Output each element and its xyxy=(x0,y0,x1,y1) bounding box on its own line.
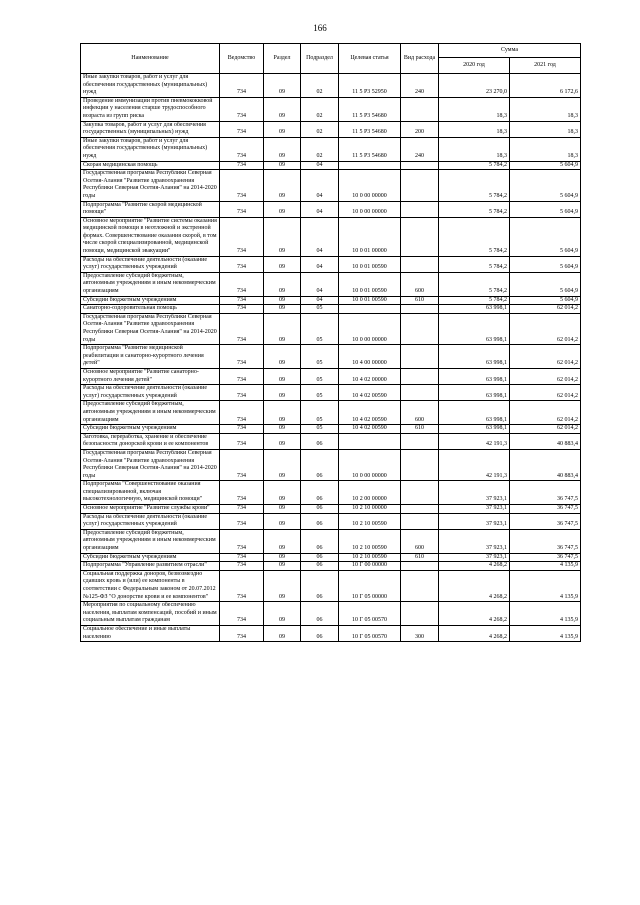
row-section: 09 xyxy=(264,562,301,571)
row-name: Субсидии бюджетным учреждениям xyxy=(81,425,220,434)
header-year-2020: 2020 год xyxy=(439,58,510,74)
header-year-2021: 2021 год xyxy=(510,58,581,74)
budget-table xyxy=(80,43,581,642)
row-sum-2020: 63 998,1 xyxy=(439,345,510,369)
row-dept: 734 xyxy=(220,137,264,161)
row-subsection: 04 xyxy=(301,272,339,296)
row-name: Мероприятия по социальному обеспечению населения, выплатам компенсаций, пособий и иным социальным выплатам гражданам xyxy=(81,602,220,626)
row-subsection: 05 xyxy=(301,345,339,369)
row-sum-2020: 5 784,2 xyxy=(439,217,510,256)
table-row xyxy=(81,505,581,514)
row-dept: 734 xyxy=(220,272,264,296)
row-sum-2021: 62 014,2 xyxy=(510,345,581,369)
table-row xyxy=(81,296,581,305)
row-sum-2021: 5 604,9 xyxy=(510,161,581,170)
row-target: 10 Г 05 00570 xyxy=(339,625,401,641)
table-row xyxy=(81,74,581,98)
row-target: 11 5 P3 54680 xyxy=(339,97,401,121)
row-expense-type xyxy=(401,481,439,505)
row-expense-type xyxy=(401,570,439,601)
row-dept: 734 xyxy=(220,296,264,305)
row-name: Иные закупки товаров, работ и услуг для обеспечения государственных (муниципальных) нужд xyxy=(81,74,220,98)
row-expense-type: 610 xyxy=(401,553,439,562)
row-sum-2021: 62 014,2 xyxy=(510,425,581,434)
row-subsection: 06 xyxy=(301,553,339,562)
row-target: 10 4 00 00000 xyxy=(339,345,401,369)
row-section: 09 xyxy=(264,201,301,217)
row-dept: 734 xyxy=(220,345,264,369)
row-section: 09 xyxy=(264,513,301,529)
table-row xyxy=(81,433,581,449)
row-target: 10 0 00 00000 xyxy=(339,313,401,344)
row-sum-2020: 4 268,2 xyxy=(439,562,510,571)
row-dept: 734 xyxy=(220,425,264,434)
row-sum-2021: 5 604,9 xyxy=(510,272,581,296)
row-expense-type: 600 xyxy=(401,529,439,553)
row-sum-2020: 63 998,1 xyxy=(439,385,510,401)
header-target: Целевая статья xyxy=(339,44,401,74)
row-section: 09 xyxy=(264,433,301,449)
row-sum-2020: 4 268,2 xyxy=(439,570,510,601)
row-subsection: 04 xyxy=(301,161,339,170)
row-dept: 734 xyxy=(220,121,264,137)
row-dept: 734 xyxy=(220,74,264,98)
row-name: Государственная программа Республики Северная Осетия-Алания "Развитие здравоохранения Республики Северная Осетия-Алания" на 2014-2020 годы xyxy=(81,449,220,480)
row-section: 09 xyxy=(264,170,301,201)
row-target: 10 2 10 00590 xyxy=(339,513,401,529)
row-subsection: 05 xyxy=(301,385,339,401)
row-subsection: 06 xyxy=(301,505,339,514)
row-target: 10 2 10 00590 xyxy=(339,553,401,562)
row-target xyxy=(339,305,401,314)
row-name: Подпрограмма "Совершенствование оказания специализированной, включая высокотехнологичную, медицинской помощи" xyxy=(81,481,220,505)
row-sum-2021: 62 014,2 xyxy=(510,305,581,314)
row-sum-2020: 5 784,2 xyxy=(439,201,510,217)
row-expense-type xyxy=(401,313,439,344)
row-subsection: 06 xyxy=(301,562,339,571)
row-sum-2020: 63 998,1 xyxy=(439,368,510,384)
row-sum-2020: 18,3 xyxy=(439,137,510,161)
table-row xyxy=(81,161,581,170)
row-expense-type xyxy=(401,433,439,449)
table-row xyxy=(81,553,581,562)
row-sum-2020: 42 191,3 xyxy=(439,449,510,480)
table-row xyxy=(81,513,581,529)
row-section: 09 xyxy=(264,217,301,256)
row-subsection: 05 xyxy=(301,305,339,314)
row-expense-type xyxy=(401,562,439,571)
row-dept: 734 xyxy=(220,529,264,553)
row-expense-type xyxy=(401,505,439,514)
row-section: 09 xyxy=(264,256,301,272)
row-name: Социальное обеспечение и иные выплаты населению xyxy=(81,625,220,641)
row-dept: 734 xyxy=(220,256,264,272)
row-sum-2021: 5 604,9 xyxy=(510,217,581,256)
row-expense-type: 300 xyxy=(401,625,439,641)
table-row xyxy=(81,345,581,369)
row-sum-2020: 37 923,1 xyxy=(439,481,510,505)
row-sum-2020: 42 191,3 xyxy=(439,433,510,449)
row-sum-2021: 36 747,5 xyxy=(510,481,581,505)
row-sum-2021: 5 604,9 xyxy=(510,170,581,201)
row-expense-type xyxy=(401,345,439,369)
row-sum-2020: 37 923,1 xyxy=(439,513,510,529)
row-target: 11 5 P3 54680 xyxy=(339,121,401,137)
table-body xyxy=(81,74,581,642)
row-subsection: 05 xyxy=(301,313,339,344)
row-name: Государственная программа Республики Северная Осетия-Алания "Развитие здравоохранения Республики Северная Осетия-Алания" на 2014-2020 годы xyxy=(81,170,220,201)
row-section: 09 xyxy=(264,401,301,425)
row-expense-type xyxy=(401,256,439,272)
row-sum-2021: 62 014,2 xyxy=(510,313,581,344)
row-sum-2020: 63 998,1 xyxy=(439,401,510,425)
row-sum-2020: 18,3 xyxy=(439,97,510,121)
row-target: 11 5 P3 52950 xyxy=(339,74,401,98)
row-section: 09 xyxy=(264,602,301,626)
header-dept: Ведомство xyxy=(220,44,264,74)
header-sum: Сумма xyxy=(439,44,581,58)
row-subsection: 06 xyxy=(301,433,339,449)
row-sum-2021: 5 604,9 xyxy=(510,256,581,272)
row-section: 09 xyxy=(264,74,301,98)
row-target: 10 4 02 00590 xyxy=(339,401,401,425)
row-target: 10 Г 05 00000 xyxy=(339,570,401,601)
row-sum-2021: 18,3 xyxy=(510,97,581,121)
row-subsection: 06 xyxy=(301,529,339,553)
row-subsection: 06 xyxy=(301,513,339,529)
table-row xyxy=(81,313,581,344)
row-dept: 734 xyxy=(220,97,264,121)
row-name: Закупка товаров, работ и услуг для обеспечения государственных (муниципальных) нужд xyxy=(81,121,220,137)
row-dept: 734 xyxy=(220,385,264,401)
row-subsection: 06 xyxy=(301,602,339,626)
row-dept: 734 xyxy=(220,161,264,170)
row-expense-type: 240 xyxy=(401,137,439,161)
row-sum-2021: 18,3 xyxy=(510,121,581,137)
row-sum-2020: 5 784,2 xyxy=(439,170,510,201)
header-subsection: Подраздел xyxy=(301,44,339,74)
row-sum-2020: 37 923,1 xyxy=(439,553,510,562)
row-name: Социальная поддержка доноров, безвозмездно сдавших кровь и (или) ее компоненты в соответствии с Федеральным законом от 20.07.2012 №125-ФЗ "О донорстве крови и ее компонентов" xyxy=(81,570,220,601)
row-sum-2020: 5 784,2 xyxy=(439,161,510,170)
table-row xyxy=(81,562,581,571)
row-sum-2020: 63 998,1 xyxy=(439,425,510,434)
row-dept: 734 xyxy=(220,449,264,480)
row-dept: 734 xyxy=(220,433,264,449)
row-section: 09 xyxy=(264,553,301,562)
row-name: Расходы на обеспечение деятельности (оказание услуг) государственных учреждений xyxy=(81,256,220,272)
row-name: Субсидии бюджетным учреждениям xyxy=(81,553,220,562)
row-target: 10 0 00 00000 xyxy=(339,201,401,217)
row-expense-type: 200 xyxy=(401,121,439,137)
table-row xyxy=(81,137,581,161)
row-name: Субсидии бюджетным учреждениям xyxy=(81,296,220,305)
page-number: 166 xyxy=(313,23,327,33)
table-row xyxy=(81,170,581,201)
table-row xyxy=(81,217,581,256)
header-expense-type: Вид расхода xyxy=(401,44,439,74)
table-row xyxy=(81,121,581,137)
row-target: 10 0 01 00590 xyxy=(339,256,401,272)
row-subsection: 05 xyxy=(301,425,339,434)
row-name: Предоставление субсидий бюджетным, автономным учреждениям и иным некоммерческим организациям xyxy=(81,272,220,296)
row-expense-type xyxy=(401,217,439,256)
row-target: 10 Г 05 00570 xyxy=(339,602,401,626)
row-target: 10 4 02 00000 xyxy=(339,368,401,384)
row-expense-type xyxy=(401,385,439,401)
row-sum-2021: 4 135,9 xyxy=(510,625,581,641)
row-dept: 734 xyxy=(220,217,264,256)
row-dept: 734 xyxy=(220,170,264,201)
row-sum-2021: 36 747,5 xyxy=(510,529,581,553)
row-target: 10 2 00 00000 xyxy=(339,481,401,505)
row-section: 09 xyxy=(264,121,301,137)
row-subsection: 04 xyxy=(301,201,339,217)
row-sum-2021: 62 014,2 xyxy=(510,401,581,425)
row-name: Предоставление субсидий бюджетным, автономным учреждениям и иным некоммерческим организациям xyxy=(81,401,220,425)
row-section: 09 xyxy=(264,305,301,314)
row-expense-type xyxy=(401,170,439,201)
row-dept: 734 xyxy=(220,313,264,344)
row-name: Расходы на обеспечение деятельности (оказание услуг) государственных учреждений xyxy=(81,513,220,529)
row-sum-2021: 4 135,9 xyxy=(510,602,581,626)
row-name: Основное мероприятие "Развитие системы оказания медицинской помощи в неотложной и экстренной формах. Совершенствование оказания скорой, в том числе скорой специализированной, медицинской помощи, медицинской эвакуации" xyxy=(81,217,220,256)
row-sum-2020: 18,3 xyxy=(439,121,510,137)
row-name: Предоставление субсидий бюджетным, автономным учреждениям и иным некоммерческим организациям xyxy=(81,529,220,553)
row-sum-2021: 40 883,4 xyxy=(510,433,581,449)
row-expense-type: 600 xyxy=(401,401,439,425)
row-dept: 734 xyxy=(220,562,264,571)
row-dept: 734 xyxy=(220,625,264,641)
row-subsection: 05 xyxy=(301,368,339,384)
row-sum-2020: 37 923,1 xyxy=(439,505,510,514)
row-expense-type: 610 xyxy=(401,425,439,434)
table-row xyxy=(81,272,581,296)
row-target: 10 0 00 00000 xyxy=(339,170,401,201)
row-section: 09 xyxy=(264,368,301,384)
row-target xyxy=(339,433,401,449)
row-sum-2021: 40 883,4 xyxy=(510,449,581,480)
row-subsection: 02 xyxy=(301,97,339,121)
row-sum-2021: 62 014,2 xyxy=(510,368,581,384)
row-sum-2021: 5 604,9 xyxy=(510,296,581,305)
table-row xyxy=(81,368,581,384)
row-section: 09 xyxy=(264,313,301,344)
row-target: 11 5 P3 54680 xyxy=(339,137,401,161)
row-subsection: 05 xyxy=(301,401,339,425)
row-section: 09 xyxy=(264,625,301,641)
row-sum-2021: 6 172,6 xyxy=(510,74,581,98)
row-expense-type xyxy=(401,305,439,314)
row-section: 09 xyxy=(264,272,301,296)
row-name: Подпрограмма "Развитие медицинской реабилитации и санаторно-курортного лечения детей" xyxy=(81,345,220,369)
row-target: 10 0 01 00000 xyxy=(339,217,401,256)
row-section: 09 xyxy=(264,161,301,170)
row-name: Подпрограмма "Развитие скорой медицинской помощи" xyxy=(81,201,220,217)
row-sum-2020: 63 998,1 xyxy=(439,305,510,314)
row-target: 10 0 01 00590 xyxy=(339,296,401,305)
table-row xyxy=(81,481,581,505)
table-row xyxy=(81,401,581,425)
row-dept: 734 xyxy=(220,401,264,425)
table-row xyxy=(81,449,581,480)
row-section: 09 xyxy=(264,296,301,305)
row-dept: 734 xyxy=(220,305,264,314)
table-row xyxy=(81,529,581,553)
row-expense-type xyxy=(401,449,439,480)
row-target xyxy=(339,161,401,170)
row-name: Санаторно-оздоровительная помощь xyxy=(81,305,220,314)
row-section: 09 xyxy=(264,505,301,514)
row-dept: 734 xyxy=(220,481,264,505)
row-name: Проведение иммунизации против пневмококковой инфекции у населения старше трудоспособного возраста из групп риска xyxy=(81,97,220,121)
table-row xyxy=(81,602,581,626)
row-sum-2021: 18,3 xyxy=(510,137,581,161)
row-name: Заготовка, переработка, хранение и обеспечение безопасности донорской крови и ее компонентов xyxy=(81,433,220,449)
row-sum-2021: 5 604,9 xyxy=(510,201,581,217)
row-subsection: 02 xyxy=(301,137,339,161)
table-row xyxy=(81,385,581,401)
table-row xyxy=(81,305,581,314)
row-dept: 734 xyxy=(220,602,264,626)
row-section: 09 xyxy=(264,97,301,121)
row-name: Государственная программа Республики Северная Осетия-Алания "Развитие здравоохранения Республики Северная Осетия-Алания" на 2014-2020 годы xyxy=(81,313,220,344)
row-dept: 734 xyxy=(220,513,264,529)
row-dept: 734 xyxy=(220,368,264,384)
row-target: 10 2 10 00590 xyxy=(339,529,401,553)
row-target: 10 0 01 00590 xyxy=(339,272,401,296)
row-sum-2021: 62 014,2 xyxy=(510,385,581,401)
row-subsection: 02 xyxy=(301,74,339,98)
row-expense-type: 240 xyxy=(401,74,439,98)
row-sum-2020: 23 270,0 xyxy=(439,74,510,98)
row-sum-2020: 4 268,2 xyxy=(439,602,510,626)
row-section: 09 xyxy=(264,481,301,505)
row-section: 09 xyxy=(264,137,301,161)
row-subsection: 04 xyxy=(301,170,339,201)
table-row xyxy=(81,201,581,217)
table-row xyxy=(81,97,581,121)
row-sum-2021: 36 747,5 xyxy=(510,505,581,514)
table-row xyxy=(81,570,581,601)
row-section: 09 xyxy=(264,529,301,553)
row-sum-2021: 36 747,5 xyxy=(510,513,581,529)
table-row xyxy=(81,256,581,272)
header-section: Раздел xyxy=(264,44,301,74)
row-section: 09 xyxy=(264,345,301,369)
row-sum-2020: 63 998,1 xyxy=(439,313,510,344)
row-subsection: 06 xyxy=(301,481,339,505)
row-dept: 734 xyxy=(220,201,264,217)
row-sum-2021: 4 135,9 xyxy=(510,562,581,571)
row-section: 09 xyxy=(264,385,301,401)
row-expense-type: 610 xyxy=(401,296,439,305)
row-expense-type xyxy=(401,201,439,217)
row-subsection: 04 xyxy=(301,217,339,256)
row-expense-type xyxy=(401,602,439,626)
row-subsection: 04 xyxy=(301,256,339,272)
row-expense-type xyxy=(401,161,439,170)
row-target: 10 2 10 00000 xyxy=(339,505,401,514)
row-name: Расходы на обеспечение деятельности (оказание услуг) государственных учреждений xyxy=(81,385,220,401)
row-target: 10 4 02 00590 xyxy=(339,385,401,401)
row-expense-type xyxy=(401,97,439,121)
row-dept: 734 xyxy=(220,553,264,562)
row-dept: 734 xyxy=(220,570,264,601)
table-row xyxy=(81,425,581,434)
row-expense-type xyxy=(401,513,439,529)
row-sum-2021: 4 135,9 xyxy=(510,570,581,601)
row-subsection: 06 xyxy=(301,570,339,601)
row-sum-2020: 37 923,1 xyxy=(439,529,510,553)
row-name: Основное мероприятие "Развитие службы крови" xyxy=(81,505,220,514)
row-section: 09 xyxy=(264,570,301,601)
row-expense-type: 600 xyxy=(401,272,439,296)
row-target: 10 Г 00 00000 xyxy=(339,562,401,571)
row-name: Иные закупки товаров, работ и услуг для обеспечения государственных (муниципальных) нужд xyxy=(81,137,220,161)
row-sum-2020: 5 784,2 xyxy=(439,296,510,305)
row-section: 09 xyxy=(264,425,301,434)
row-target: 10 0 00 00000 xyxy=(339,449,401,480)
table-row xyxy=(81,625,581,641)
row-target: 10 4 02 00590 xyxy=(339,425,401,434)
row-sum-2020: 4 268,2 xyxy=(439,625,510,641)
row-subsection: 06 xyxy=(301,625,339,641)
row-name: Скорая медицинская помощь xyxy=(81,161,220,170)
row-section: 09 xyxy=(264,449,301,480)
row-sum-2020: 5 784,2 xyxy=(439,272,510,296)
row-expense-type xyxy=(401,368,439,384)
row-dept: 734 xyxy=(220,505,264,514)
header-name: Наименование xyxy=(81,44,220,74)
row-name: Подпрограмма "Управление развитием отрасли" xyxy=(81,562,220,571)
row-sum-2020: 5 784,2 xyxy=(439,256,510,272)
row-name: Основное мероприятие "Развитие санаторно-курортного лечения детей" xyxy=(81,368,220,384)
row-subsection: 02 xyxy=(301,121,339,137)
row-subsection: 06 xyxy=(301,449,339,480)
row-subsection: 04 xyxy=(301,296,339,305)
row-sum-2021: 36 747,5 xyxy=(510,553,581,562)
